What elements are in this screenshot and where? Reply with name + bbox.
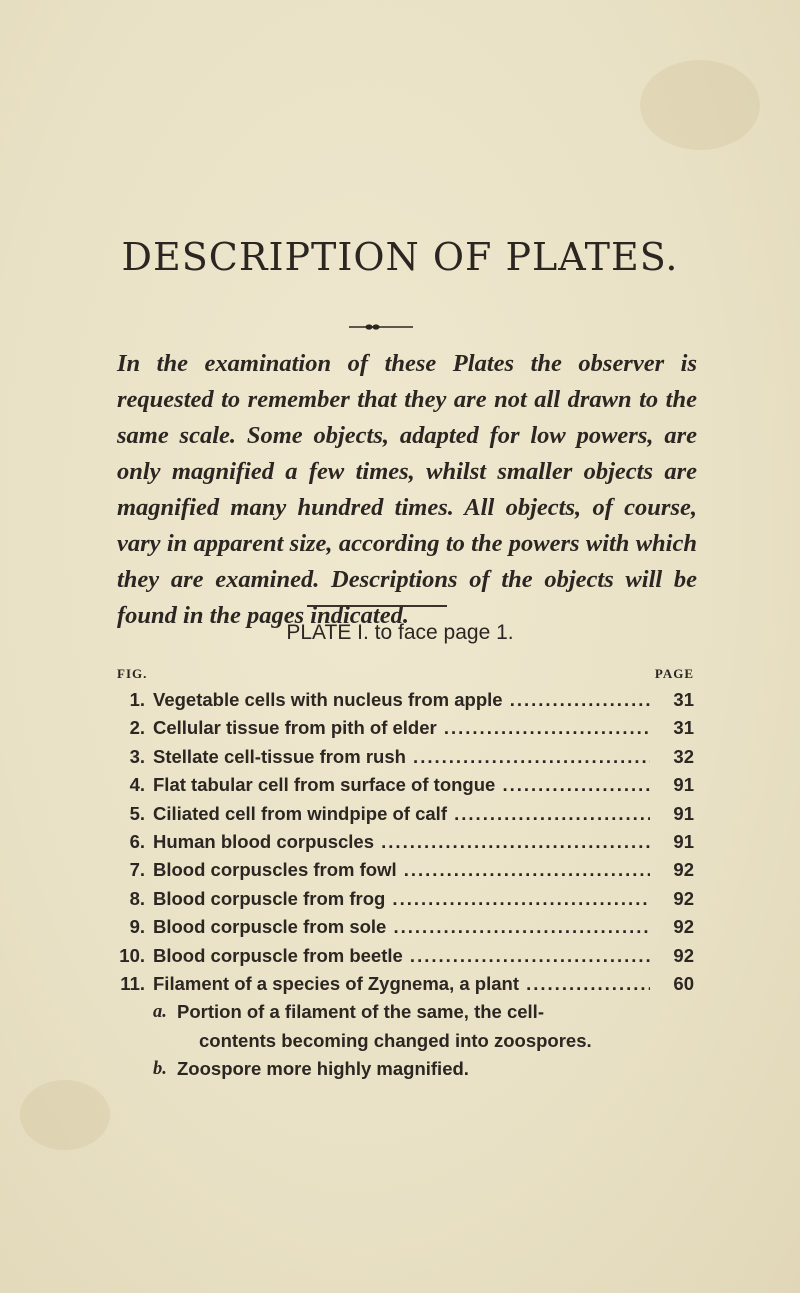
figure-row bbox=[117, 970, 694, 998]
figure-description: Blood corpuscle from sole ..... bbox=[153, 913, 650, 941]
figure-number: 8. bbox=[129, 887, 145, 909]
figure-description: Ciliated cell from windpipe of calf ..... bbox=[153, 800, 650, 828]
subitem-text-continued: contents becoming changed into zoospores. bbox=[199, 1029, 592, 1051]
figure-row bbox=[117, 743, 694, 771]
ornament-divider-icon bbox=[349, 323, 413, 331]
figure-description: Vegetable cells with nucleus from apple ..... bbox=[153, 686, 650, 714]
subitem-text: Zoospore more highly magnified. bbox=[177, 1058, 469, 1080]
figure-page: 92 bbox=[673, 916, 694, 938]
paper-stain bbox=[640, 60, 760, 150]
figure-number: 2. bbox=[129, 717, 145, 739]
figure-description: Stellate cell-tissue from rush ..... bbox=[153, 743, 650, 771]
figure-description: Human blood corpuscles ..... bbox=[153, 828, 650, 856]
paper-stain bbox=[20, 1080, 110, 1150]
plate-title: PLATE I. to face page 1. bbox=[286, 621, 514, 644]
figure-page: 60 bbox=[673, 972, 694, 994]
intro-paragraph: In the examination of these Plates the observer is requested to remember that they are not all drawn to the same scale. Some objects, adapted for low powers, are only magnified a few times, whilst smaller objects are magnified many hundred times. All objects, of course, vary in apparent size, according to the powers with which they are examined. Descriptions of the objects will be found in the pages indicated. bbox=[117, 350, 697, 629]
subitem-letter: a. bbox=[153, 1002, 167, 1023]
figure-row bbox=[117, 913, 694, 941]
figure-number: 7. bbox=[129, 859, 145, 881]
figure-description: Blood corpuscles from fowl ..... bbox=[153, 856, 650, 884]
figure-number: 10. bbox=[119, 944, 145, 966]
figure-row bbox=[117, 885, 694, 913]
figure-page: 91 bbox=[673, 830, 694, 852]
figure-number: 1. bbox=[129, 689, 145, 710]
figure-number: 9. bbox=[129, 916, 145, 938]
figure-description: Blood corpuscle from frog ..... bbox=[153, 885, 650, 913]
figure-page: 32 bbox=[673, 745, 694, 767]
figure-row bbox=[117, 686, 694, 714]
figure-page: 92 bbox=[673, 887, 694, 909]
figure-number: 11. bbox=[120, 972, 145, 994]
subitem-text: Portion of a filament of the same, the cell- bbox=[177, 1001, 544, 1023]
figure-number: 6. bbox=[129, 830, 145, 852]
figure-row bbox=[117, 828, 694, 856]
figure-row bbox=[117, 942, 694, 970]
figure-row bbox=[117, 856, 694, 884]
section-rule bbox=[307, 605, 447, 607]
figure-row bbox=[117, 800, 694, 828]
figure-page: 92 bbox=[673, 944, 694, 966]
figure-row bbox=[117, 771, 694, 799]
figure-number: 4. bbox=[129, 774, 145, 796]
page-title: DESCRIPTION OF PLATES. bbox=[121, 235, 679, 279]
figure-page: 91 bbox=[673, 802, 694, 824]
subitem-b bbox=[117, 1055, 694, 1083]
subitem-letter: b. bbox=[153, 1059, 167, 1080]
figure-row bbox=[117, 714, 694, 742]
figure-description: Filament of a species of Zygnema, a plant ..... bbox=[153, 970, 650, 998]
subitem-a bbox=[117, 998, 694, 1055]
figure-page: 31 bbox=[673, 689, 694, 710]
figure-page: 91 bbox=[673, 774, 694, 796]
figure-description: Cellular tissue from pith of elder ..... bbox=[153, 714, 650, 742]
figure-page: 31 bbox=[673, 717, 694, 739]
figure-page: 92 bbox=[673, 859, 694, 881]
fig-column-header: FIG. bbox=[117, 666, 148, 681]
figure-number: 3. bbox=[129, 745, 145, 767]
figure-list bbox=[117, 686, 694, 1084]
page-column-header: PAGE bbox=[654, 666, 694, 681]
figure-description: Blood corpuscle from beetle ..... bbox=[153, 942, 650, 970]
figure-number: 5. bbox=[129, 802, 145, 824]
figure-description: Flat tabular cell from surface of tongue ..... bbox=[153, 771, 650, 799]
